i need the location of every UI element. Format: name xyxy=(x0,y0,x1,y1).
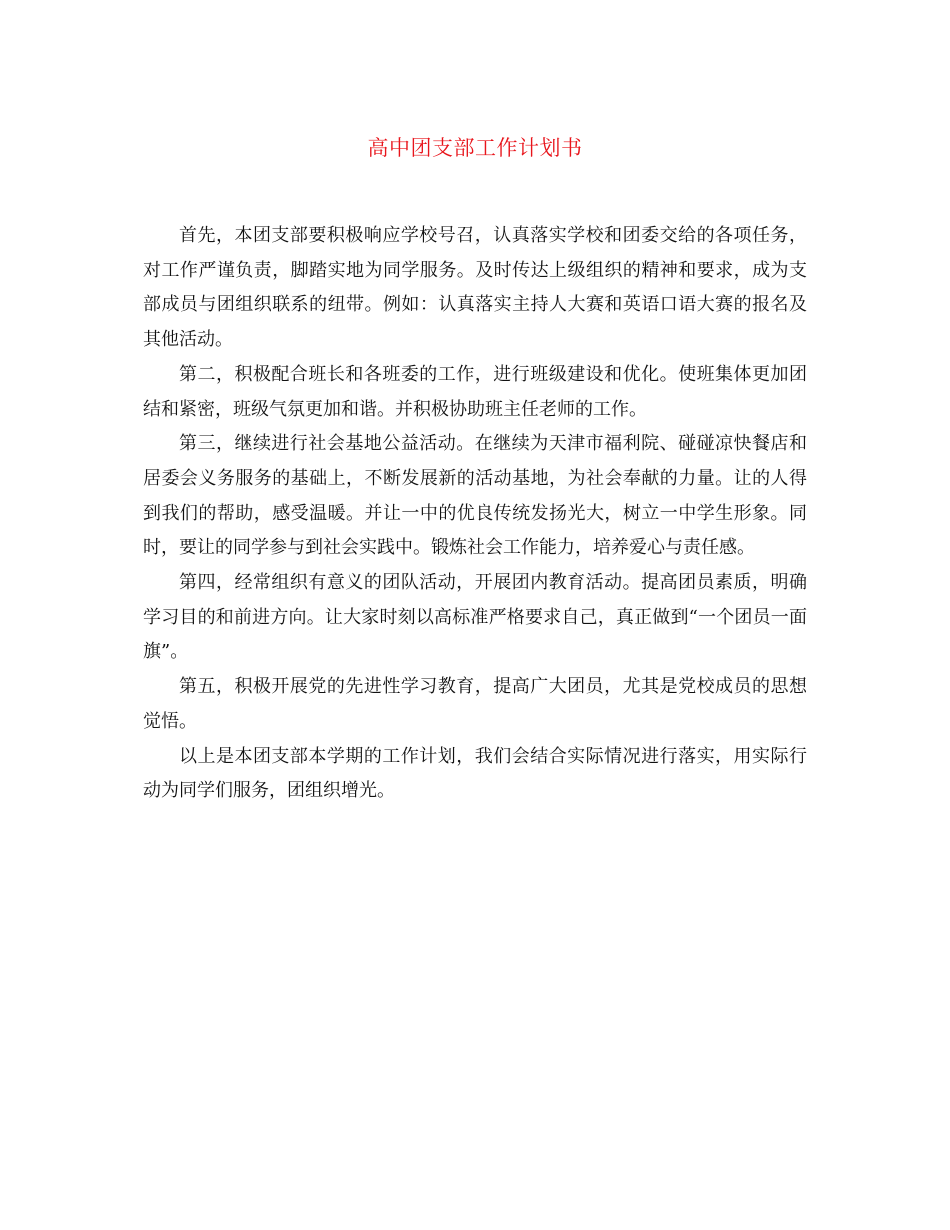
paragraph-6: 以上是本团支部本学期的工作计划，我们会结合实际情况进行落实，用实际行动为同学们服务，团组织增光。 xyxy=(143,745,807,802)
paragraph-4: 第四，经常组织有意义的团队活动，开展团内教育活动。提高团员素质，明确学习目的和前进方向。让大家时刻以高标准严格要求自己，真正做到“一个团员一面旗”。 xyxy=(143,572,807,663)
paragraph-3: 第三，继续进行社会基地公益活动。在继续为天津市福利院、碰碰凉快餐店和居委会义务服务的基础上，不断发展新的活动基地，为社会奉献的力量。让的人得到我们的帮助，感受温暖。并让一中的优良传统发扬光大，树立一中学生形象。同时，要让的同学参与到社会实践中。锻炼社会工作能力，培养爱心与责任感。 xyxy=(143,433,807,559)
document-body xyxy=(143,219,807,809)
paragraph-2: 第二，积极配合班长和各班委的工作，进行班级建设和优化。使班集体更加团结和紧密，班级气氛更加和谐。并积极协助班主任老师的工作。 xyxy=(143,363,807,420)
document-title: 高中团支部工作计划书 xyxy=(367,136,583,160)
paragraph-5: 第五，积极开展党的先进性学习教育，提高广大团员，尤其是党校成员的思想觉悟。 xyxy=(143,676,807,732)
paragraph-1: 首先，本团支部要积极响应学校号召，认真落实学校和团委交给的各项任务，对工作严谨负责，脚踏实地为同学服务。及时传达上级组织的精神和要求，成为支部成员与团组织联系的纽带。例如：认真落实主持人大赛和英语口语大赛的报名及其他活动。 xyxy=(143,225,807,351)
